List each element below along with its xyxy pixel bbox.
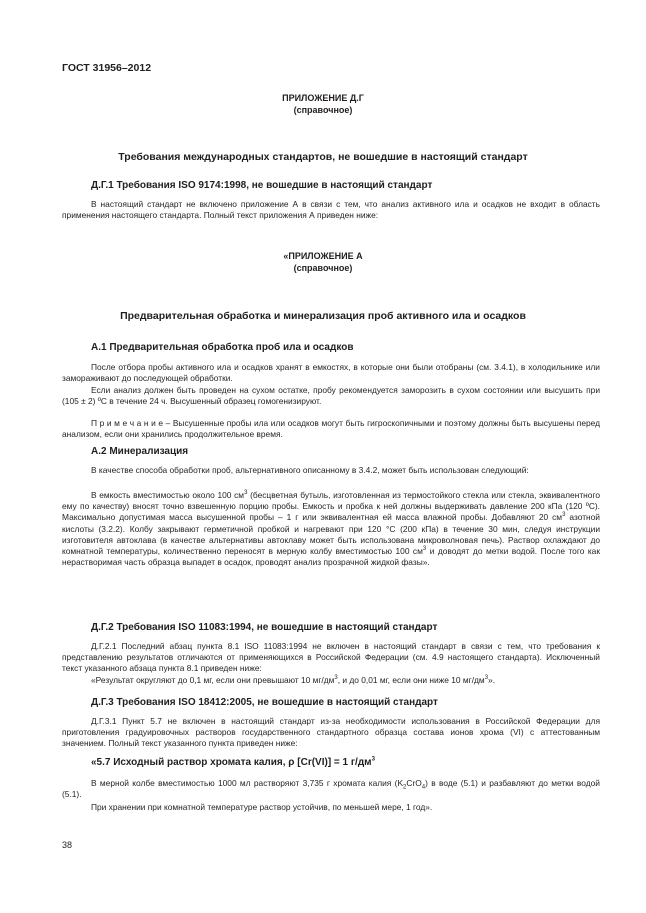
section-a2-heading: А.2 Минерализация: [91, 446, 189, 457]
section-a2-paragraph-1: В качестве способа обработки проб, альтернативного описанному в 3.4.2, может быть использован следующий:: [91, 465, 529, 475]
page-number: 38: [62, 840, 73, 850]
section-dg1-heading: Д.Г.1 Требования ISO 9174:1998, не вошедшие в настоящий стандарт: [91, 180, 433, 191]
section-dg3-paragraph-2: В мерной колбе вместимостью 1000 мл растворяют 3,735 г хромата калия $(K_2CrO_4)$ в воде (5.1) и разбавляют до метки водой (5.1).: [62, 778, 600, 800]
appendix-dg-subtitle: (справочное): [293, 105, 353, 115]
pretreatment-heading: Предварительная обработка и минерализация проб активного ила и осадков: [120, 310, 526, 322]
section-dg3-subheading: «5.7 Исходный раствор хромата калия, ρ [Cr(VI)] = 1 $г/дм^3$: [91, 756, 375, 768]
section-a1-paragraph-2: Если анализ должен быть проведен на сухом остатке, пробу рекомендуется заморозить в сухом состоянии или высушить при (105 ± 2) ºС в течение 24 ч. Высушенный образец гомогенизируют.: [62, 385, 600, 407]
main-heading: Требования международных стандартов, не вошедшие в настоящий стандарт: [118, 151, 528, 163]
appendix-a-subtitle: (справочное): [293, 263, 353, 273]
section-a1-note: П р и м е ч а н и е – Высушенные пробы ила или осадков могут быть гигроскопичными и поэтому должны быть высушены перед анализом, если они хранились продолжительное время.: [62, 418, 600, 440]
section-dg2-paragraph-2: «Результат округляют до 0,1 мг, если они превышают 10 $мг/дм^3$, и до 0,01 мг, если они ниже 10 $мг/дм^3$».: [91, 675, 496, 685]
section-dg1-text: В настоящий стандарт не включено приложение А в связи с тем, что анализ активного ила и осадков не входит в область применения настоящего стандарта. Полный текст приложения А приведен ниже:: [62, 199, 600, 221]
document-code: ГОСТ 31956–2012: [62, 62, 152, 74]
section-dg3-paragraph-1: Д.Г.3.1 Пункт 5.7 не включен в настоящий стандарт из-за необходимости использования в Российской Федерации для приготовления градуировочных растворов государственного стандартного образца состава ионов хрома (VI) с аттестованным значением. Полный текст указанного пункта приведен ниже:: [62, 716, 600, 749]
appendix-dg-title: ПРИЛОЖЕНИЕ Д.Г: [282, 93, 364, 103]
section-dg3-heading: Д.Г.3 Требования ISO 18412:2005, не вошедшие в настоящий стандарт: [91, 697, 438, 708]
appendix-a-title: «ПРИЛОЖЕНИЕ А: [283, 251, 363, 261]
section-a1-paragraph-1: После отбора пробы активного ила и осадков хранят в емкостях, в которые они были отобраны (см. 3.4.1), в холодильнике или замораживают до последующей обработки.: [62, 362, 600, 384]
section-dg3-paragraph-3: При хранении при комнатной температуре раствор устойчив, по меньшей мере, 1 год».: [91, 802, 433, 812]
section-a1-heading: А.1 Предварительная обработка проб ила и осадков: [91, 342, 354, 353]
section-a2-paragraph-2: В емкость вместимостью около 100 $см^3$ (бесцветная бутыль, изготовленная из термостойкого стекла или стекла, эквивалентного ему по качеству) вносят точно взвешенную порцию пробы. Емкость и пробка к ней должны выдерживать давление 200 кПа (120 ºС). Максимально допустимая масса высушенной пробы – 1 г или эквивалентная ей масса влажной пробы. Добавляют 20 $см^3$ азотной кислоты (3.2.2). Колбу закрывают герметичной пробкой и нагревают при 120 °С (200 кПа) в течение 30 мин, следуя инструкции изготовителя автоклава (в качестве альтернативы автоклаву может быть использована микроволновая печь). Раствор охлаждают до комнатной температуры, количественно переносят в мерную колбу вместимостью 100 $см^3$ и доводят до метки водой. После того как нерастворимая часть образца выпадет в осадок, проводят анализ прозрачной жидкой фазы».: [62, 490, 601, 568]
section-dg2-heading: Д.Г.2 Требования ISO 11083:1994, не вошедшие в настоящий стандарт: [91, 622, 438, 633]
section-dg2-paragraph-1: Д.Г.2.1 Последний абзац пункта 8.1 ISO 11083:1994 не включен в настоящий стандарт в связи с тем, что требования к представлению результатов отличаются от применяющихся в Российской Федерации (см. 4.9 настоящего стандарта). Исключенный текст указанного абзаца пункта 8.1 приведен ниже:: [62, 641, 600, 674]
